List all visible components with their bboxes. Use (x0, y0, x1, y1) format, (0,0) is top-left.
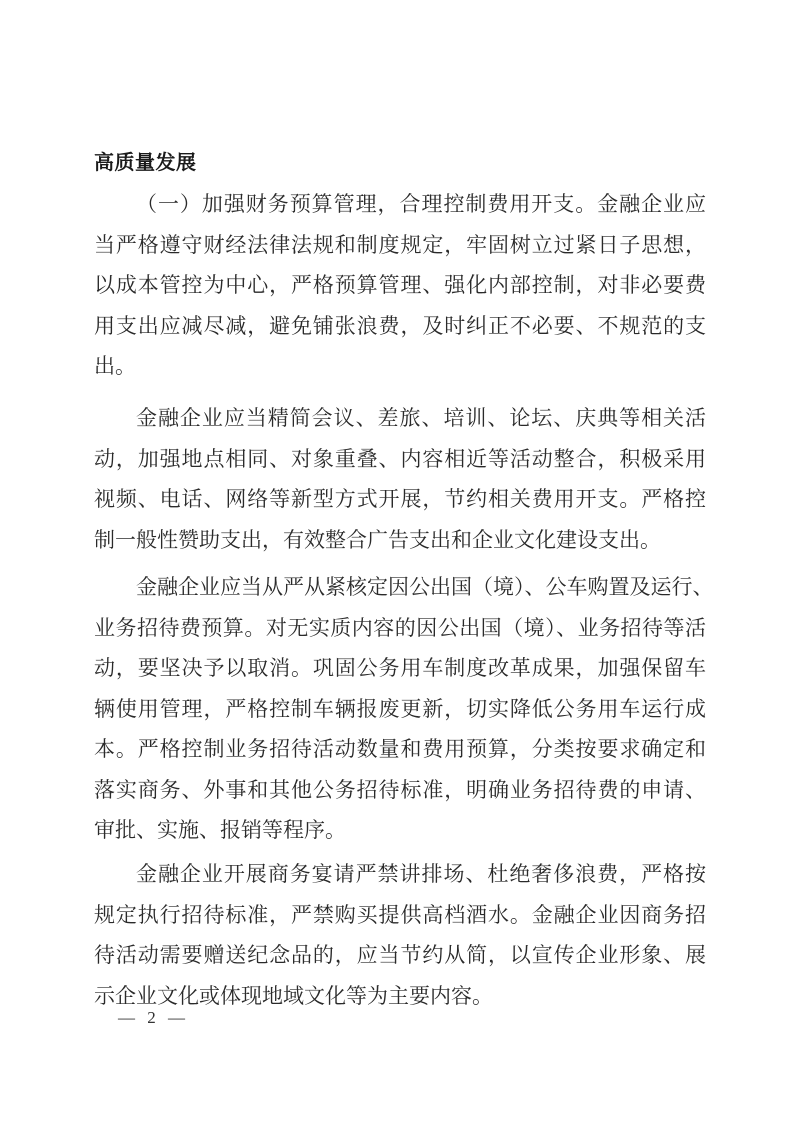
paragraph-line: 业务招待费预算。对无实质内容的因公出国（境）、业务招待等活 (94, 615, 706, 640)
paragraph-business-banquets (94, 854, 706, 1016)
paragraph-budget-management (94, 184, 706, 387)
paragraph-line: （一）加强财务预算管理，合理控制费用开支。金融企业应 (136, 192, 706, 216)
paragraph-line: 动，加强地点相同、对象重叠、内容相近等活动整合，积极采用 (94, 446, 706, 471)
paragraph-line: 辆使用管理，严格控制车辆报废更新，切实降低公务用车运行成 (94, 696, 706, 721)
paragraph-line: 示企业文化或体现地域文化等为主要内容。 (94, 983, 493, 1008)
paragraph-line: 金融企业应当精简会议、差旅、培训、论坛、庆典等相关活 (136, 406, 706, 430)
paragraph-line: 规定执行招待标准，严禁购买提供高档酒水。金融企业因商务招 (94, 902, 706, 927)
paragraph-line: 动，要坚决予以取消。巩固公务用车制度改革成果，加强保留车 (94, 656, 706, 680)
paragraph-line: 审批、实施、报销等程序。 (94, 818, 346, 842)
section-heading-fragment: 高质量发展 (94, 150, 197, 174)
paragraph-line: 用支出应减尽减，避免铺张浪费，及时纠正不必要、不规范的支 (94, 313, 706, 338)
paragraph-line: 视频、电话、网络等新型方式开展，节约相关费用开支。严格控 (94, 487, 706, 511)
paragraph-line: 本。严格控制业务招待活动数量和费用预算，分类按要求确定和 (94, 737, 706, 761)
paragraph-line: 制一般性赞助支出，有效整合广告支出和企业文化建设支出。 (94, 527, 661, 552)
paragraph-line: 出。 (94, 354, 136, 378)
paragraph-meetings-travel (94, 398, 706, 560)
paragraph-line: 金融企业应当从严从紧核定因公出国（境）、公车购置及运行、 (136, 575, 714, 599)
paragraph-line: 当严格遵守财经法律法规和制度规定，牢固树立过紧日子思想， (94, 232, 706, 257)
paragraph-overseas-vehicles-hospitality (94, 567, 714, 851)
paragraph-line: 落实商务、外事和其他公务招待标准，明确业务招待费的申请、 (94, 777, 706, 802)
paragraph-line: 待活动需要赠送纪念品的，应当节约从简，以宣传企业形象、展 (94, 943, 706, 967)
paragraph-line: 金融企业开展商务宴请严禁讲排场、杜绝奢侈浪费，严格按 (136, 862, 706, 886)
paragraph-line: 以成本管控为中心，严格预算管理、强化内部控制，对非必要费 (94, 273, 706, 297)
page-number: — 2 — (118, 1008, 189, 1027)
